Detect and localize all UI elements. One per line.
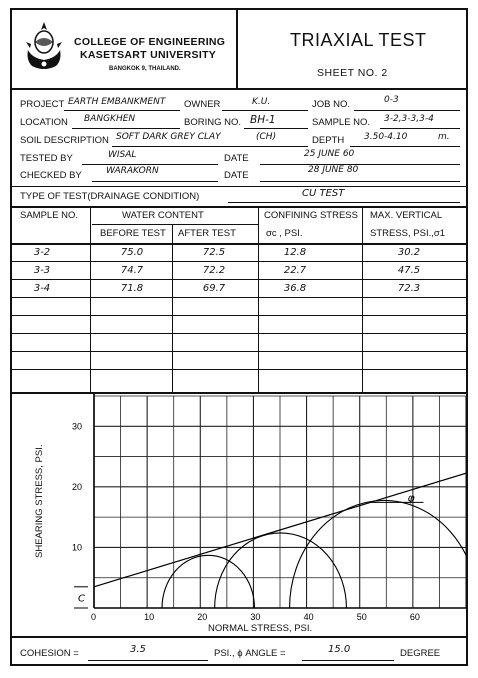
tested-underline [82,164,218,165]
checked-value: WARAKORN [106,166,159,176]
mohr-circle-chart [12,394,466,638]
tested-date: 25 JUNE 60 [304,149,355,159]
boring-value: BH-1 [250,114,276,126]
mohr-circle-3-2 [162,555,254,608]
cohesion-annotation: C [78,593,85,605]
sample-label: SAMPLE NO. [312,117,371,128]
y-tick-label: 20 [72,481,83,492]
divider [12,186,466,187]
sample-underline [380,128,460,129]
th-confining: CONFINING STRESS [264,210,358,221]
depth-unit: m. [438,132,450,142]
sample-value: 3-2,3-3,3-4 [384,114,434,124]
cell-max: 72.3 [397,283,421,294]
th-after-test: AFTER TEST [178,228,236,239]
y-axis-label: SHEARING STRESS, PSI. [34,444,45,558]
soil-class: (CH) [256,132,277,142]
institution-block [12,10,238,88]
boring-underline [244,128,308,129]
table-row-rule [12,369,466,370]
sheet-title: TRIAXIAL TEST [290,30,427,50]
test-type-label: TYPE OF TEST(DRAINAGE CONDITION) [20,191,200,202]
x-tick-label: 10 [144,612,155,622]
th-max-vertical-unit: STRESS, PSI.,σ1 [370,228,446,239]
date-underline-1 [260,164,460,165]
project-label: PROJECT [20,99,65,110]
table-row-rule [12,261,466,262]
tested-label: TESTED BY [20,153,73,164]
tested-value: WISAL [108,150,137,160]
job-label: JOB NO. [312,99,351,110]
th-sample: SAMPLE NO. [20,210,79,221]
x-tick-label: 50 [356,612,367,622]
date-label-2: DATE [224,170,249,181]
angle-label: PSI., ϕ ANGLE = [214,648,286,659]
job-underline [354,110,460,111]
depth-value: 3.50-4.10 [364,132,408,142]
date-label-1: DATE [224,153,249,164]
table-header-rule [12,243,466,245]
angle-underline [302,660,394,661]
y-tick-label: 10 [72,542,83,553]
cell-before: 75.0 [120,247,144,258]
degree-label: DEGREE [400,648,441,659]
cohesion-underline [88,660,208,661]
cell-sample: 3-3 [33,265,51,276]
date-underline-2 [260,181,460,182]
test-type-value: CU TEST [302,188,345,199]
soil-value: SOFT DARK GREY CLAY [116,132,221,142]
cell-before: 74.7 [120,265,144,276]
cell-after: 72.2 [202,265,226,276]
sheet-header [12,10,466,90]
phi-annotation: φ [407,491,415,505]
th-confining-unit: σc , PSI. [266,228,303,239]
cell-confining: 22.7 [283,265,307,276]
th-max-vertical: MAX. VERTICAL [370,210,443,221]
table-row-rule [12,333,466,334]
depth-underline [350,146,460,147]
table-row-rule [12,351,466,352]
cell-max: 47.5 [397,265,421,276]
cell-sample: 3-4 [33,283,51,294]
owner-underline [222,110,308,111]
x-tick-label: 0 [91,612,97,622]
x-tick-label: 20 [197,612,208,622]
boring-label: BORING NO. [184,117,242,128]
cell-before: 71.8 [120,283,144,294]
test-sheet [10,8,468,666]
university-seal-icon [22,20,66,72]
location-value: BANGKHEN [84,114,136,124]
table-col-rule [258,206,259,394]
university-name: KASETSART UNIVERSITY [80,49,217,61]
location-underline [72,128,180,129]
cell-max: 30.2 [397,247,421,258]
x-tick-label: 60 [409,612,420,622]
angle-value: 15.0 [328,644,351,655]
cell-sample: 3-2 [33,247,51,258]
checked-label: CHECKED BY [20,170,82,181]
divider [12,206,466,208]
th-water-content: WATER CONTENT [122,210,204,221]
soil-underline [112,146,308,147]
x-tick-label: 30 [250,612,261,622]
cohesion-value: 3.5 [130,644,146,655]
y-tick-label: 30 [72,421,83,432]
cell-confining: 12.8 [283,247,307,258]
th-before-test: BEFORE TEST [100,228,166,239]
cell-after: 72.5 [202,247,226,258]
table-col-rule [362,206,363,394]
checked-date: 28 JUNE 80 [308,165,359,175]
checked-underline [92,181,218,182]
location-label: LOCATION [20,117,68,128]
city-name: BANGKOK 9, THAILAND. [109,66,181,72]
table-row-rule [12,279,466,280]
college-name: COLLEGE OF ENGINEERING [74,36,226,48]
x-axis-label: NORMAL STRESS, PSI. [208,623,313,634]
job-value: 0-3 [384,95,399,105]
table-col-rule [90,206,91,394]
water-content-divider [92,224,258,225]
sheet-number: SHEET NO. 2 [317,67,388,79]
test-type-underline [228,202,460,203]
depth-label: DEPTH [312,135,345,146]
table-row-rule [12,315,466,316]
cell-after: 69.7 [202,283,226,294]
project-value: EARTH EMBANKMENT [68,97,166,107]
x-tick-label: 40 [303,612,314,622]
cohesion-label: COHESION = [20,648,79,659]
cell-confining: 36.8 [283,283,307,294]
owner-value: K.U. [252,97,271,107]
project-underline [64,110,180,111]
table-row-rule [12,297,466,298]
footer-rule [12,636,466,638]
soil-label: SOIL DESCRIPTION [20,135,109,146]
owner-label: OWNER [184,99,221,110]
